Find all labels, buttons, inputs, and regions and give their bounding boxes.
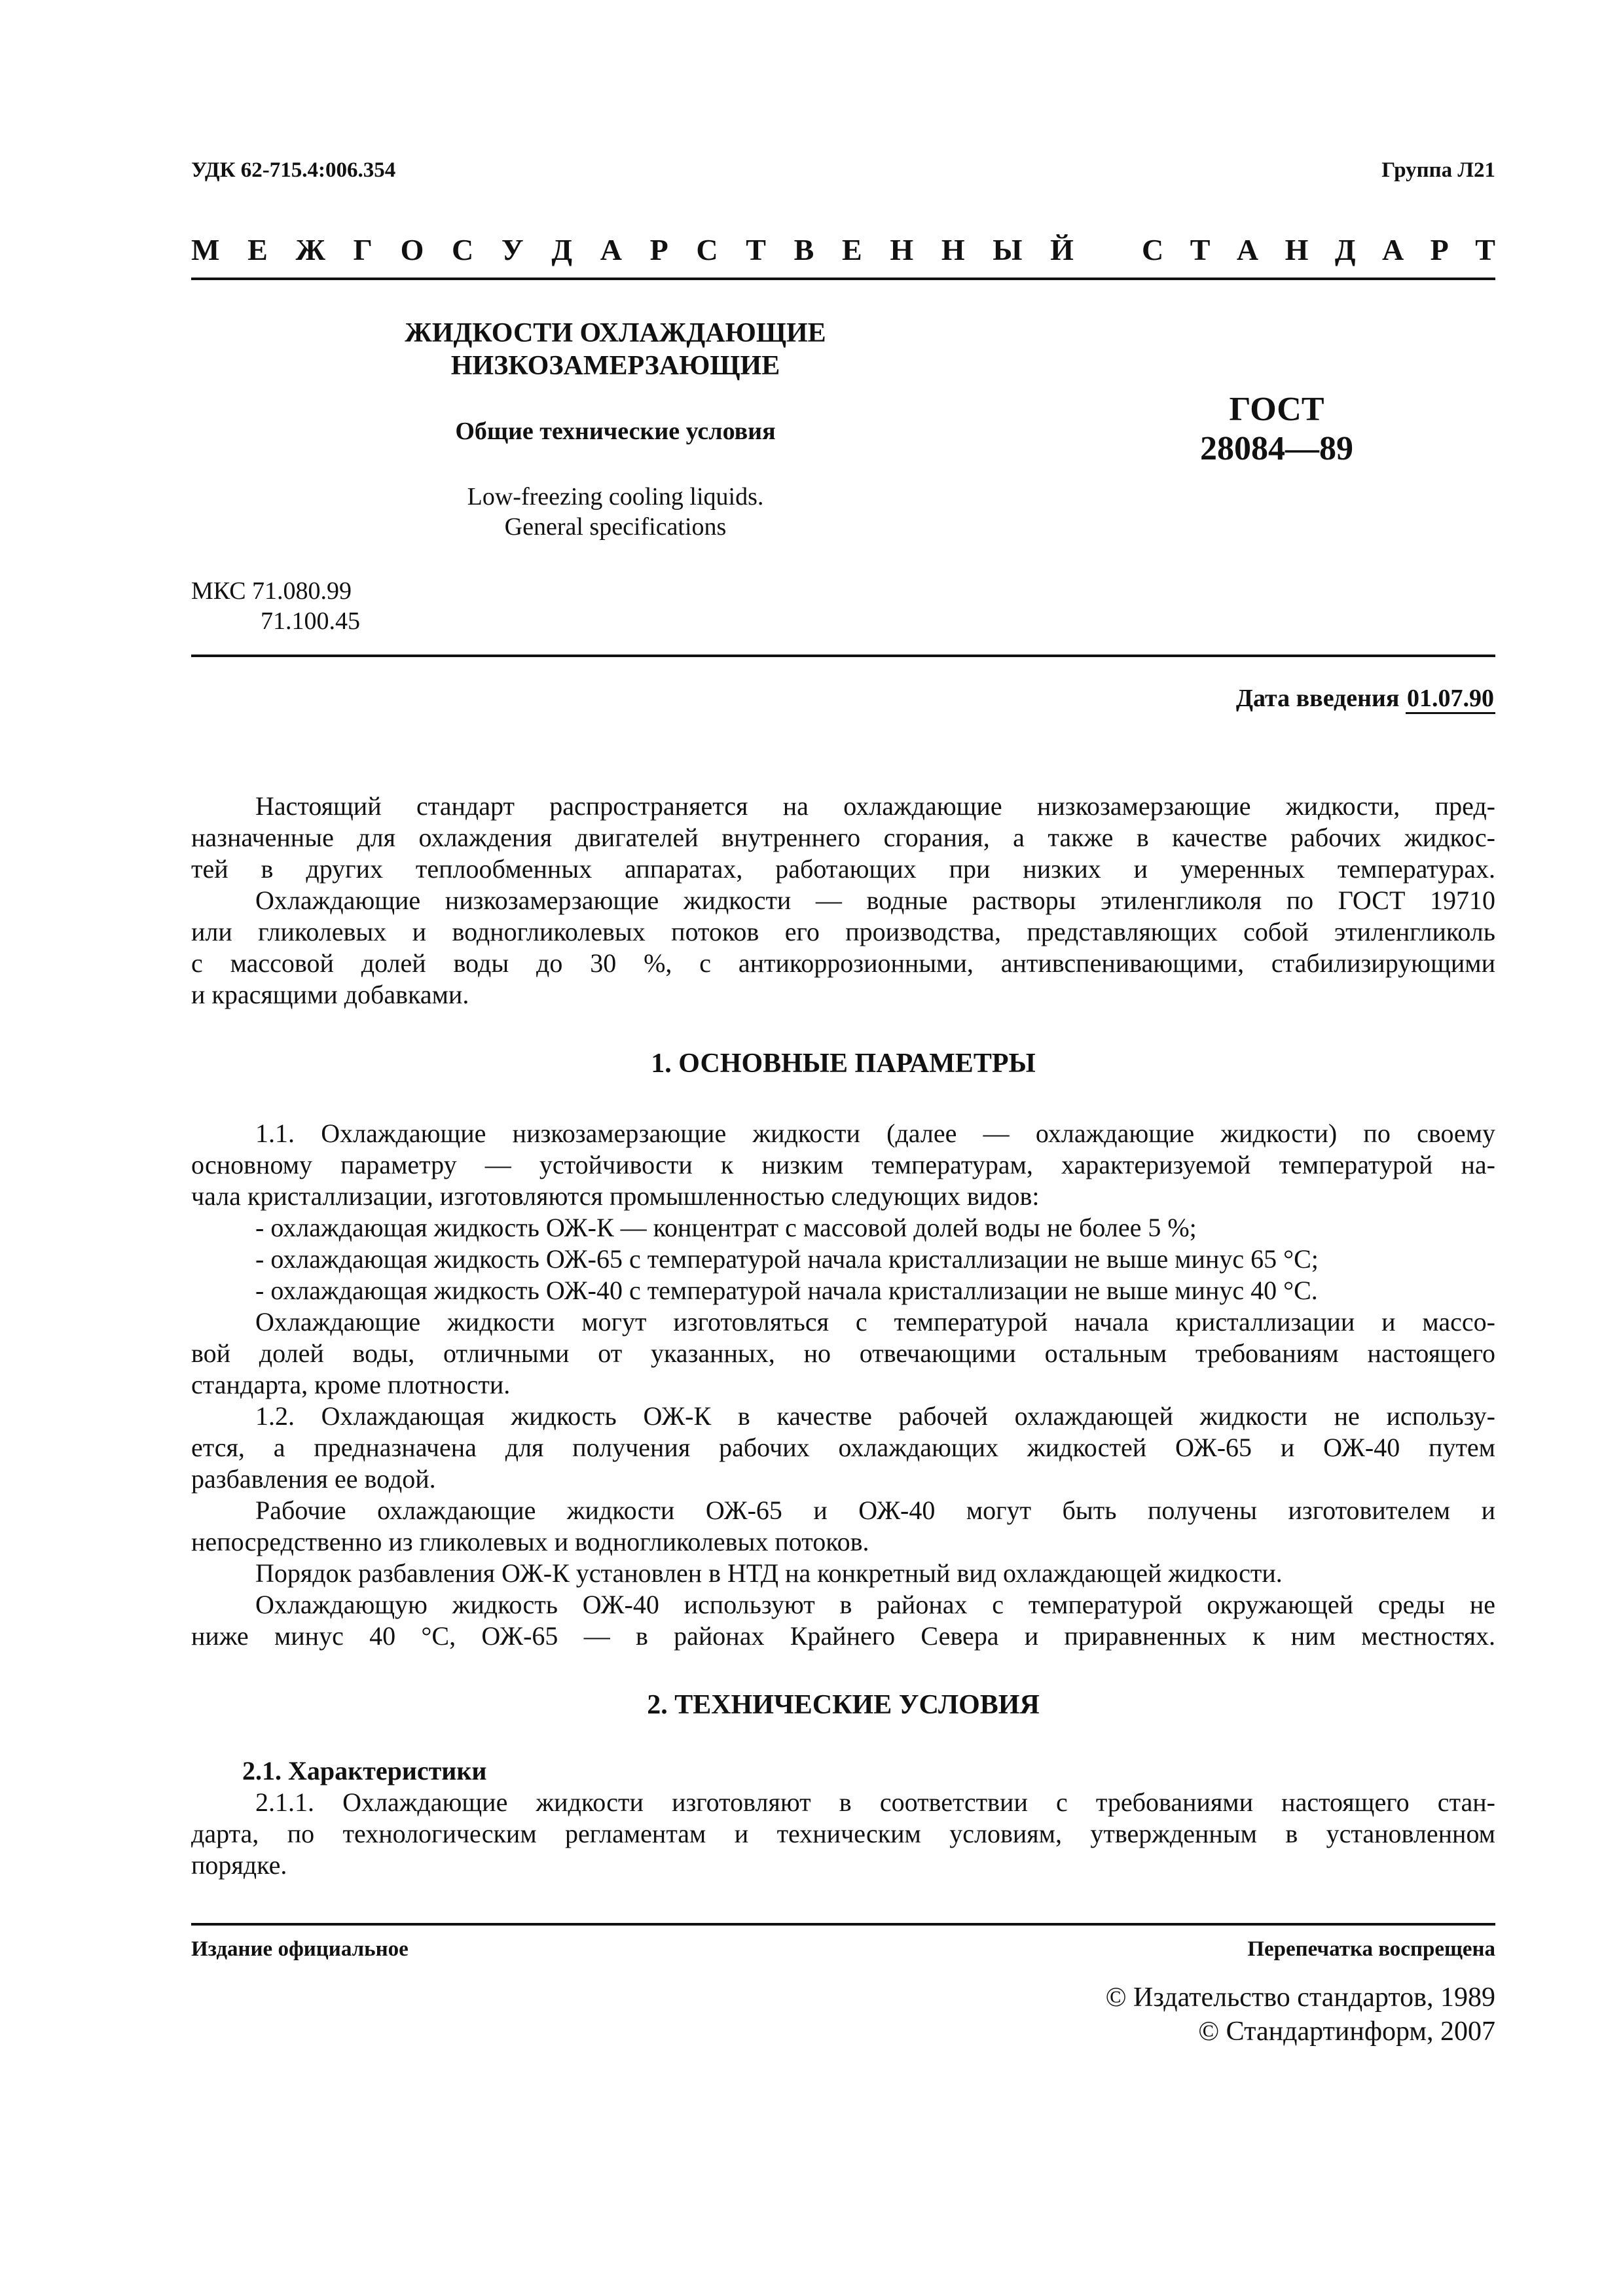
text-line: Охлаждающую жидкость ОЖ-40 используют в районах с температурой окружающей среды не (255, 1590, 1495, 1619)
gost-number: 28084—89 (1200, 430, 1353, 467)
clause-1-2-usage-regions (191, 1589, 1495, 1652)
list-item: - охлаждающая жидкость ОЖ-65 с температурой начала кристаллизации не выше минус 65 °С; (255, 1244, 1319, 1274)
text-line: основному параметру — устойчивости к низким температурам, характеризуемой температурой на- (191, 1150, 1495, 1179)
banner-letter: В (793, 233, 814, 266)
banner-letter: Е (247, 233, 268, 266)
english-title-line-2: General specifications (504, 513, 727, 541)
mks-code-2: 71.100.45 (261, 607, 360, 635)
banner-letter: Р (1430, 233, 1449, 266)
clause-2-1-1 (191, 1787, 1495, 1881)
banner-letter: Е (842, 233, 862, 266)
banner-word-standard (1142, 233, 1495, 267)
group-code: Группа Л21 (1381, 158, 1495, 182)
banner-letter: С (1142, 233, 1164, 266)
document-title (327, 317, 903, 382)
banner-letter: Р (649, 233, 668, 266)
udk-code: УДК 62-715.4:006.354 (191, 158, 396, 182)
text-line: Порядок разбавления ОЖ-К установлен в НТД на конкретный вид охлаждающей жидкости. (255, 1558, 1283, 1588)
official-edition: Издание официальное (191, 1937, 409, 1961)
standard-banner (191, 233, 1495, 267)
banner-letter: С (696, 233, 718, 266)
banner-letter: Д (551, 233, 573, 266)
banner-letter: Т (1475, 233, 1495, 266)
intro-date (1236, 683, 1495, 713)
text-line: или гликолевых и водногликолевых потоков его производства, представляющих собой этиленгликоль (191, 917, 1495, 946)
banner-letter: У (501, 233, 524, 266)
text-line: Настоящий стандарт распространяется на охлаждающие низкозамерзающие жидкости, пред- (255, 791, 1495, 821)
copyright-2007: © Стандартинформ, 2007 (1198, 2017, 1495, 2047)
subsection-2-1-heading: 2.1. Характеристики (242, 1756, 487, 1785)
text-line: 2.1.1. Охлаждающие жидкости изготовляют в соответствии с требованиями настоящего стан- (255, 1787, 1495, 1817)
banner-letter: М (191, 233, 220, 266)
banner-letter: Ы (993, 233, 1023, 266)
clause-1-2-dilution-order (191, 1558, 1495, 1589)
english-title-line-1: Low-freezing cooling liquids. (467, 483, 764, 511)
text-line: порядке. (191, 1850, 287, 1880)
top-rule (191, 278, 1495, 280)
text-line: Охлаждающие низкозамерзающие жидкости — водные растворы этиленгликоля по ГОСТ 19710 (255, 886, 1495, 915)
text-line: разбавления ее водой. (191, 1464, 436, 1494)
banner-letter: Г (353, 233, 373, 266)
banner-letter: Н (890, 233, 914, 266)
english-title (327, 482, 903, 542)
clause-1-1-note (191, 1306, 1495, 1401)
reprint-prohibited: Перепечатка воспрещена (1247, 1937, 1495, 1961)
clause-1-2 (191, 1401, 1495, 1495)
intro-date-value: 01.07.90 (1406, 685, 1495, 714)
banner-letter: С (452, 233, 474, 266)
text-line: ниже минус 40 °С, ОЖ-65 — в районах Крайнего Севера и приравненных к ним местностях. (191, 1621, 1495, 1651)
text-line: стандарта, кроме плотности. (191, 1370, 511, 1399)
text-line: вой долей воды, отличными от указанных, но отвечающими остальным требованиям настоящего (191, 1338, 1495, 1368)
banner-letter: Й (1050, 233, 1074, 266)
text-line: 1.2. Охлаждающая жидкость ОЖ-К в качестве рабочей охлаждающей жидкости не использу- (255, 1401, 1495, 1431)
title-line-2: НИЗКОЗАМЕРЗАЮЩИЕ (450, 351, 780, 381)
text-line: непосредственно из гликолевых и водногликолевых потоков. (191, 1527, 869, 1556)
copyright-1989: © Издательство стандартов, 1989 (1105, 1982, 1495, 2013)
section-2-heading: 2. ТЕХНИЧЕСКИЕ УСЛОВИЯ (647, 1690, 1040, 1720)
text-line: Рабочие охлаждающие жидкости ОЖ-65 и ОЖ-40 могут быть получены изготовителем и (255, 1496, 1495, 1525)
mks-code-1: МКС 71.080.99 (191, 577, 352, 605)
gost-label: ГОСТ (1229, 391, 1324, 428)
text-line: чала кристаллизации, изготовляются промышленностью следующих видов: (191, 1181, 1040, 1211)
text-line: с массовой долей воды до 30 %, с антикоррозионными, антивспенивающими, стабилизирующими (191, 948, 1495, 978)
text-line: и красящими добавками. (191, 980, 469, 1009)
banner-letter: А (1236, 233, 1259, 266)
banner-letter: Н (1285, 233, 1309, 266)
banner-letter: Н (941, 233, 965, 266)
text-line: дарта, по технологическим регламентам и техническим условиям, утвержденным в установленном (191, 1819, 1495, 1848)
section-1-heading: 1. ОСНОВНЫЕ ПАРАМЕТРЫ (651, 1049, 1036, 1079)
banner-letter: Т (746, 233, 766, 266)
clause-1-2-working-liquids (191, 1495, 1495, 1558)
text-line: тей в других теплообменных аппаратах, работающих при низких и умеренных температурах. (191, 854, 1495, 884)
section-rule (191, 655, 1495, 657)
banner-letter: Ж (295, 233, 325, 266)
footer-rule (191, 1923, 1495, 1926)
intro-date-label: Дата введения (1235, 685, 1400, 712)
banner-word-interstate (191, 233, 1074, 267)
list-item: - охлаждающая жидкость ОЖ-40 с температурой начала кристаллизации не выше минус 40 °С. (255, 1276, 1318, 1305)
copyright-block (1106, 1981, 1495, 2049)
text-line: Охлаждающие жидкости могут изготовляться с температурой начала кристаллизации и массо- (255, 1307, 1495, 1336)
banner-letter: Т (1190, 233, 1211, 266)
list-item: - охлаждающая жидкость ОЖ-К — концентрат с массовой долей воды не более 5 %; (255, 1213, 1197, 1242)
clause-1-1 (191, 1118, 1495, 1212)
mks-codes (191, 576, 360, 636)
intro-paragraph-2 (191, 885, 1495, 1011)
gost-designation (1139, 390, 1414, 469)
banner-letter: О (400, 233, 424, 266)
title-line-1: ЖИДКОСТИ ОХЛАЖДАЮЩИЕ (405, 318, 826, 348)
document-body (191, 791, 1495, 1881)
intro-paragraph-1 (191, 791, 1495, 885)
banner-letter: Д (1334, 233, 1356, 266)
text-line: 1.1. Охлаждающие низкозамерзающие жидкости (далее — охлаждающие жидкости) по своему (255, 1119, 1495, 1148)
text-line: назначенные для охлаждения двигателей внутреннего сгорания, а также в качестве рабочих жидкос- (191, 823, 1495, 852)
document-subtitle: Общие технические условия (455, 418, 776, 445)
liquid-types-list (191, 1212, 1495, 1306)
banner-letter: А (1381, 233, 1404, 266)
text-line: ется, а предназначена для получения рабочих охлаждающих жидкостей ОЖ-65 и ОЖ-40 путем (191, 1433, 1495, 1462)
banner-letter: А (600, 233, 622, 266)
